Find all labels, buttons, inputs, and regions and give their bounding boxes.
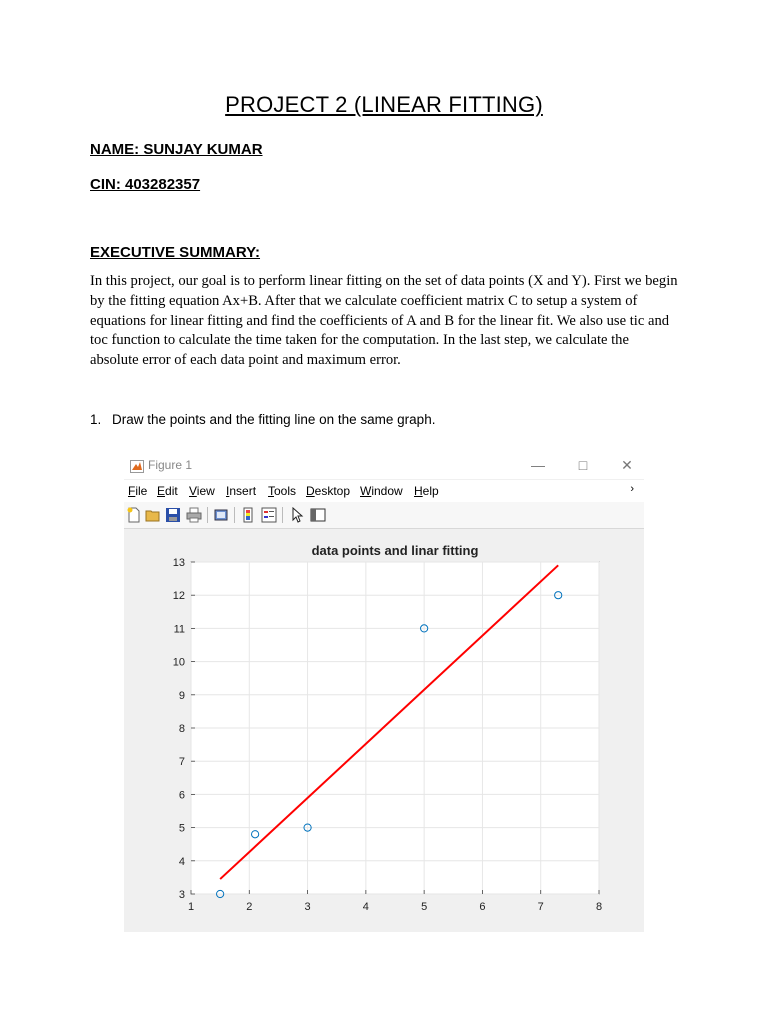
y-tick-label: 4 xyxy=(178,855,185,868)
window-title: Figure 1 xyxy=(148,458,193,472)
y-tick-label: 3 xyxy=(178,889,185,901)
x-tick-label: 8 xyxy=(595,901,603,913)
menu-file[interactable]: File xyxy=(128,484,148,498)
y-tick-label: 6 xyxy=(178,789,185,802)
question-text: Draw the points and the fitting line on the same graph. xyxy=(112,412,436,427)
x-tick-label: 3 xyxy=(304,901,311,913)
summary-heading: EXECUTIVE SUMMARY: xyxy=(90,244,261,261)
print-preview-icon[interactable] xyxy=(213,507,229,523)
x-tick-label: 1 xyxy=(187,901,195,913)
y-tick-label: 9 xyxy=(178,689,185,702)
close-icon[interactable]: ✕ xyxy=(621,457,633,473)
x-tick-label: 2 xyxy=(246,901,253,913)
menu-view[interactable]: View xyxy=(189,484,215,498)
x-tick-label: 6 xyxy=(479,901,486,913)
y-tick-label: 11 xyxy=(173,623,185,636)
toolbar-separator xyxy=(207,507,208,523)
plot-area[interactable] xyxy=(124,529,644,932)
x-tick-label: 4 xyxy=(362,901,369,913)
toolbar-separator xyxy=(234,507,235,523)
chart-title: data points and linar fitting xyxy=(311,543,479,558)
y-tick-label: 10 xyxy=(172,656,185,669)
new-figure-icon[interactable] xyxy=(126,507,142,523)
edit-plot-arrow-icon[interactable] xyxy=(289,507,305,523)
figure-toolbar xyxy=(124,502,644,529)
y-tick-label: 13 xyxy=(172,557,185,569)
menu-window[interactable]: Window xyxy=(360,484,403,498)
y-tick-label: 8 xyxy=(178,723,185,735)
menu-desktop[interactable]: Desktop xyxy=(306,484,351,498)
y-tick-label: 7 xyxy=(178,756,185,769)
cin-heading: CIN: 403282357 xyxy=(90,176,201,193)
colorbar-icon[interactable] xyxy=(240,507,256,523)
name-heading: NAME: SUNJAY KUMAR xyxy=(90,141,263,158)
print-icon[interactable] xyxy=(186,507,202,523)
figure-window xyxy=(124,452,644,932)
menu-tools[interactable]: Tools xyxy=(268,484,297,498)
document-title: PROJECT 2 (LINEAR FITTING) xyxy=(225,92,543,117)
y-tick-label: 12 xyxy=(172,590,185,603)
y-tick-label: 5 xyxy=(178,822,185,835)
menu-help[interactable]: Help xyxy=(414,484,439,498)
menu-overflow-icon[interactable]: › xyxy=(630,483,634,495)
menu-edit[interactable]: Edit xyxy=(157,484,178,498)
question-item xyxy=(90,412,435,427)
menu-bar xyxy=(124,480,644,502)
open-file-icon[interactable] xyxy=(145,507,161,523)
x-tick-label: 5 xyxy=(421,901,428,913)
minimize-icon[interactable]: — xyxy=(531,457,545,473)
summary-paragraph: In this project, our goal is to perform linear fitting on the set of data points (X and Y). First we begin by the fitting equation Ax+B. After that we calculate coefficient matrix C to setup a system of equations for linear fitting and find the coefficients of A and B for the linear fit. We also use tic and toc function to calculate the time taken for the computation. In the last step, we calculate the absolute error of each data point and maximum error. xyxy=(90,273,678,369)
x-tick-label: 7 xyxy=(537,901,544,913)
legend-icon[interactable] xyxy=(261,507,277,523)
maximize-icon[interactable]: □ xyxy=(578,457,588,473)
toolbar-separator xyxy=(282,507,283,523)
save-icon[interactable] xyxy=(165,507,181,523)
menu-insert[interactable]: Insert xyxy=(226,484,257,498)
question-number: 1. xyxy=(90,412,102,427)
figure-titlebar[interactable] xyxy=(124,452,644,479)
property-inspector-icon[interactable] xyxy=(310,507,326,523)
matlab-logo-icon xyxy=(130,460,144,473)
